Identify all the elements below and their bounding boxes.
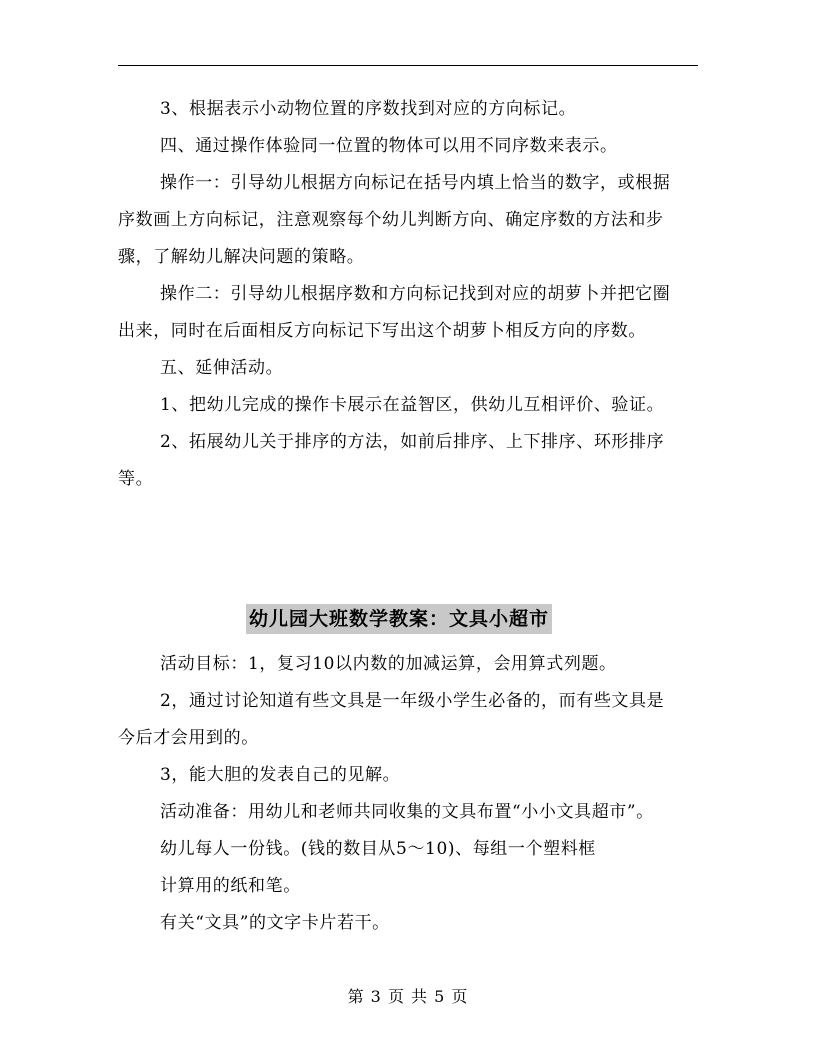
section1-item3: 3、根据表示小动物位置的序数找到对应的方向标记。 — [160, 99, 577, 119]
section1-op2-line2: 出来，同时在后面相反方向标记下写出这个胡萝卜相反方向的序数。 — [118, 321, 646, 341]
section1-op1-line2: 序数画上方向标记，注意观察每个幼儿判断方向、确定序数的方法和步 — [118, 210, 664, 230]
section1-ext2-line1: 2、拓展幼儿关于排序的方法，如前后排序、上下排序、环形排序 — [160, 432, 665, 452]
header-rule — [118, 65, 698, 66]
section1-op1-line1: 操作一：引导幼儿根据方向标记在括号内填上恰当的数字，或根据 — [160, 173, 671, 193]
page-number-footer: 第 3 页 共 5 页 — [347, 987, 469, 1006]
section1-ext1: 1、把幼儿完成的操作卡展示在益智区，供幼儿互相评价、验证。 — [160, 395, 665, 415]
lesson-title: 幼儿园大班数学教案：文具小超市 — [246, 604, 552, 634]
section1-op2-line1: 操作二：引导幼儿根据序数和方向标记找到对应的胡萝卜并把它圈 — [160, 284, 671, 304]
section2-goal2-line1: 2，通过讨论知道有些文具是一年级小学生必备的，而有些文具是 — [160, 691, 665, 711]
section1-ext2-line2: 等。 — [118, 469, 154, 489]
section2-prep4: 有关“文具”的文字卡片若干。 — [160, 913, 390, 933]
section2-prep1: 活动准备：用幼儿和老师共同收集的文具布置“小小文具超市”。 — [160, 802, 654, 822]
section1-op1-line3: 骤，了解幼儿解决问题的策略。 — [118, 247, 365, 267]
section1-step5: 五、延伸活动。 — [160, 358, 284, 378]
section2-goal2-line2: 今后才会用到的。 — [118, 728, 259, 748]
section1-step4: 四、通过操作体验同一位置的物体可以用不同序数来表示。 — [160, 136, 618, 156]
section2-goal3: 3，能大胆的发表自己的见解。 — [160, 765, 401, 785]
section2-goal1: 活动目标：1，复习10以内数的加减运算，会用算式列题。 — [160, 654, 617, 674]
section2-prep2: 幼儿每人一份钱。(钱的数目从5～10)、每组一个塑料框 — [160, 839, 596, 859]
section2-prep3: 计算用的纸和笔。 — [160, 876, 301, 896]
